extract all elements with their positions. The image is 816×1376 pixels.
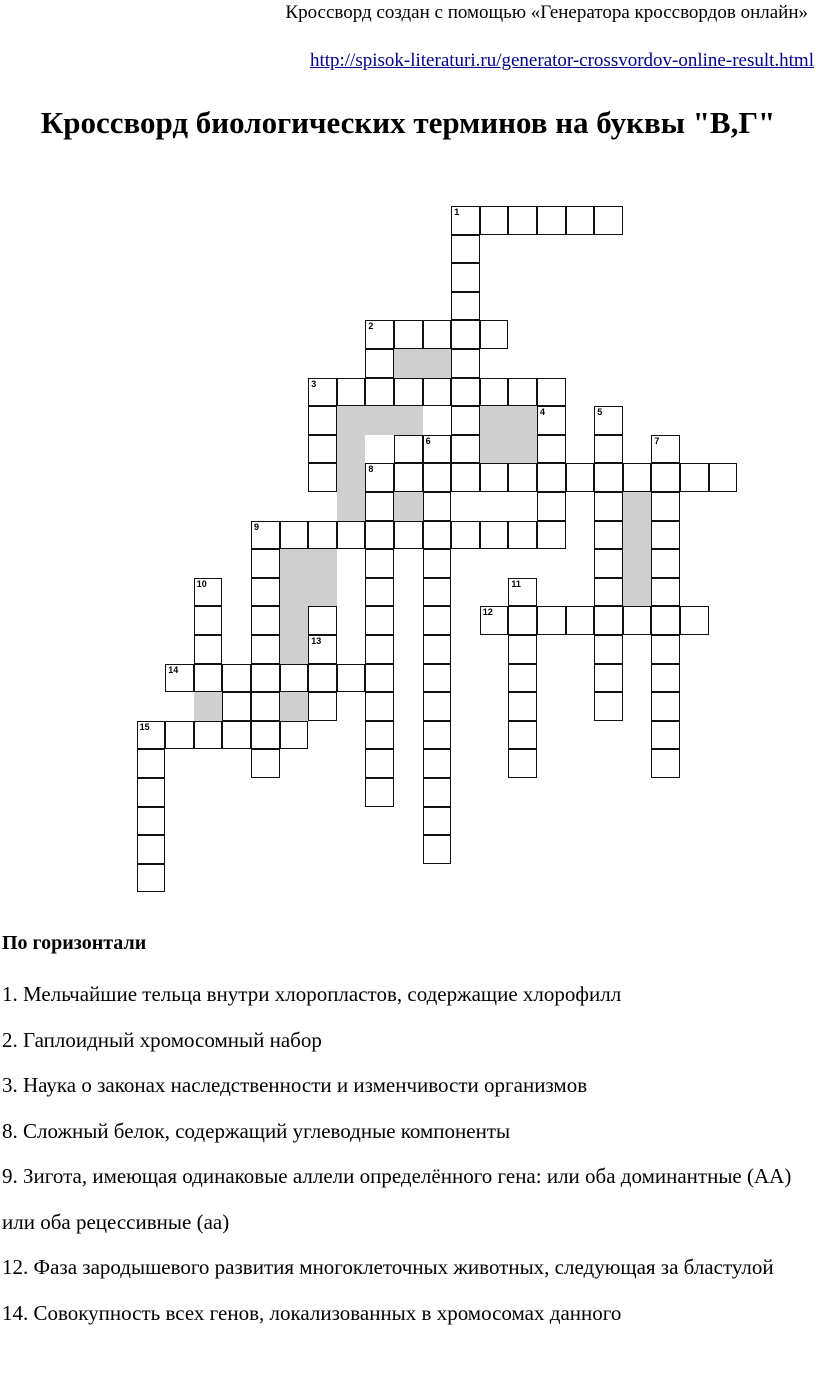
crossword-cell[interactable] [365, 378, 394, 407]
shaded-block [308, 578, 337, 607]
crossword-cell[interactable] [651, 692, 680, 721]
clue-number: 1 [454, 207, 460, 217]
clue-item: 2. Гаплоидный хромосомный набор [2, 1027, 322, 1052]
crossword-cell[interactable] [508, 664, 537, 693]
crossword-cell[interactable] [651, 578, 680, 607]
crossword-cell[interactable] [594, 406, 623, 435]
crossword-cell[interactable] [251, 578, 280, 607]
clue-number: 4 [540, 407, 546, 418]
crossword-cell[interactable] [251, 749, 280, 778]
crossword-cell[interactable] [451, 292, 480, 321]
crossword-cell[interactable] [365, 721, 394, 750]
crossword-cell[interactable] [365, 606, 394, 635]
clue-item: 8. Сложный белок, содержащий углеводные компоненты [2, 1118, 511, 1143]
crossword-cell[interactable] [365, 749, 394, 778]
crossword-cell[interactable] [308, 521, 337, 550]
crossword-cell[interactable] [137, 864, 166, 893]
crossword-cell[interactable] [165, 664, 194, 693]
crossword-cell[interactable] [594, 492, 623, 521]
crossword-cell[interactable] [423, 635, 452, 664]
crossword-cell[interactable] [137, 835, 166, 864]
crossword-cell[interactable] [651, 463, 680, 492]
crossword-cell[interactable] [451, 406, 480, 435]
crossword-cell[interactable] [308, 692, 337, 721]
crossword-cell[interactable] [480, 463, 509, 492]
clue-item: 3. Наука о законах наследственности и изменчивости организмов [2, 1073, 588, 1097]
crossword-cell[interactable] [365, 635, 394, 664]
shaded-block [623, 549, 652, 578]
shaded-block [308, 549, 337, 578]
crossword-cell[interactable] [594, 549, 623, 578]
shaded-block [280, 692, 309, 721]
shaded-block [280, 606, 309, 635]
shaded-block [280, 578, 309, 607]
crossword-cell[interactable] [251, 721, 280, 750]
crossword-cell[interactable] [194, 606, 223, 635]
crossword-cell[interactable] [251, 521, 280, 550]
crossword-cell[interactable] [651, 664, 680, 693]
crossword-cell[interactable] [680, 463, 709, 492]
shaded-block [623, 578, 652, 607]
clues-list [2, 972, 812, 1336]
crossword-cell[interactable] [394, 320, 423, 349]
clue-number: 14 [168, 664, 179, 675]
shaded-block [337, 435, 366, 464]
crossword-cell[interactable] [451, 206, 480, 235]
shaded-block [280, 635, 309, 664]
crossword-cell[interactable] [365, 549, 394, 578]
generator-credit: Кроссворд создан с помощью «Генератора кроссвордов онлайн» [285, 2, 808, 23]
crossword-cell[interactable] [308, 463, 337, 492]
crossword-cell[interactable] [594, 435, 623, 464]
crossword-cell[interactable] [423, 463, 452, 492]
crossword-cell[interactable] [709, 463, 738, 492]
clue-number: 10 [196, 578, 207, 589]
clue-item: 14. Совокупность всех генов, локализованных в хромосомах данного [2, 1300, 622, 1325]
crossword-cell[interactable] [423, 549, 452, 578]
crossword-cell[interactable] [623, 606, 652, 635]
crossword-cell[interactable] [194, 578, 223, 607]
crossword-cell[interactable] [423, 778, 452, 807]
crossword-cell[interactable] [423, 578, 452, 607]
crossword-cell[interactable] [423, 721, 452, 750]
crossword-cell[interactable] [337, 521, 366, 550]
crossword-cell[interactable] [137, 807, 166, 836]
crossword-cell[interactable] [566, 463, 595, 492]
crossword-cell[interactable] [594, 206, 623, 235]
shaded-block [394, 349, 423, 378]
crossword-cell[interactable] [594, 664, 623, 693]
crossword-cell[interactable] [365, 320, 394, 349]
shaded-block [508, 406, 537, 435]
crossword-cell[interactable] [137, 778, 166, 807]
crossword-cell[interactable] [508, 721, 537, 750]
crossword-cell[interactable] [451, 235, 480, 264]
crossword-cell[interactable] [594, 578, 623, 607]
crossword-cell[interactable] [251, 549, 280, 578]
crossword-cell[interactable] [423, 378, 452, 407]
crossword-cell[interactable] [365, 692, 394, 721]
crossword-cell[interactable] [423, 749, 452, 778]
crossword-cell[interactable] [566, 606, 595, 635]
crossword-cell[interactable] [651, 749, 680, 778]
crossword-cell[interactable] [365, 521, 394, 550]
crossword-cell[interactable] [508, 463, 537, 492]
crossword-cell[interactable] [451, 263, 480, 292]
crossword-cell[interactable] [651, 721, 680, 750]
crossword-cell[interactable] [394, 521, 423, 550]
crossword-cell[interactable] [222, 721, 251, 750]
crossword-cell[interactable] [480, 606, 509, 635]
crossword-cell[interactable] [508, 206, 537, 235]
crossword-cell[interactable] [537, 492, 566, 521]
crossword-cell[interactable] [480, 378, 509, 407]
crossword-cell[interactable] [508, 606, 537, 635]
crossword-cell[interactable] [165, 721, 194, 750]
crossword-cell[interactable] [365, 778, 394, 807]
clue-item: 9. Зигота, имеющая одинаковые аллели определённого гена: или оба доминантные (АА) или оба рецессивные (аа) [2, 1164, 792, 1234]
shaded-block [508, 435, 537, 464]
crossword-cell[interactable] [251, 606, 280, 635]
crossword-cell[interactable] [308, 635, 337, 664]
crossword-cell[interactable] [423, 492, 452, 521]
crossword-cell[interactable] [394, 435, 423, 464]
crossword-cell[interactable] [508, 692, 537, 721]
generator-link[interactable]: http://spisok-literaturi.ru/generator-crossvordov-online-result.html [309, 50, 814, 71]
crossword-cell[interactable] [423, 435, 452, 464]
shaded-block [337, 463, 366, 492]
shaded-block [394, 492, 423, 521]
crossword-cell[interactable] [451, 349, 480, 378]
crossword-cell[interactable] [651, 492, 680, 521]
crossword-cell[interactable] [537, 521, 566, 550]
crossword-cell[interactable] [423, 320, 452, 349]
crossword-cell[interactable] [594, 606, 623, 635]
crossword-cell[interactable] [137, 749, 166, 778]
crossword-cell[interactable] [423, 692, 452, 721]
crossword-cell[interactable] [337, 378, 366, 407]
crossword-cell[interactable] [394, 463, 423, 492]
crossword-title: Кроссворд биологических терминов на буквы "В,Г" [40, 105, 776, 140]
crossword-cell[interactable] [365, 492, 394, 521]
crossword-cell[interactable] [566, 206, 595, 235]
crossword-cell[interactable] [308, 664, 337, 693]
shaded-block [337, 492, 366, 521]
crossword-cell[interactable] [451, 435, 480, 464]
crossword-cell[interactable] [651, 606, 680, 635]
crossword-cell[interactable] [537, 463, 566, 492]
shaded-block [623, 492, 652, 521]
crossword-cell[interactable] [451, 521, 480, 550]
clues-heading: По горизонтали [2, 932, 147, 954]
shaded-block [623, 521, 652, 550]
crossword-cell[interactable] [394, 378, 423, 407]
clue-number: 13 [311, 636, 322, 646]
crossword-cell[interactable] [251, 635, 280, 664]
crossword-cell[interactable] [251, 692, 280, 721]
crossword-cell[interactable] [508, 749, 537, 778]
crossword-cell[interactable] [308, 606, 337, 635]
crossword-cell[interactable] [537, 435, 566, 464]
crossword-cell[interactable] [365, 578, 394, 607]
crossword-cell[interactable] [680, 606, 709, 635]
clue-number: 11 [511, 578, 521, 589]
clue-item: 1. Мельчайшие тельца внутри хлоропластов, содержащие хлорофилл [2, 982, 622, 1006]
shaded-block [423, 349, 452, 378]
crossword-cell[interactable] [651, 635, 680, 664]
crossword-cell[interactable] [423, 807, 452, 836]
crossword-cell[interactable] [594, 635, 623, 664]
crossword-cell[interactable] [594, 692, 623, 721]
crossword-cell[interactable] [194, 721, 223, 750]
crossword-cell[interactable] [508, 378, 537, 407]
shaded-block [194, 692, 223, 721]
clue-number: 3 [311, 378, 317, 389]
crossword-cell[interactable] [337, 664, 366, 693]
shaded-block [337, 406, 366, 435]
crossword-cell[interactable] [308, 435, 337, 464]
shaded-block [480, 406, 509, 435]
crossword-cell[interactable] [423, 606, 452, 635]
crossword-cell[interactable] [280, 521, 309, 550]
crossword-cell[interactable] [537, 606, 566, 635]
crossword-cell[interactable] [651, 549, 680, 578]
crossword-cell[interactable] [280, 721, 309, 750]
crossword-cell[interactable] [451, 320, 480, 349]
crossword-cell[interactable] [308, 406, 337, 435]
crossword-cell[interactable] [537, 206, 566, 235]
crossword-cell[interactable] [451, 378, 480, 407]
clue-number: 9 [254, 521, 260, 532]
crossword-cell[interactable] [194, 664, 223, 693]
clue-number: 7 [654, 435, 660, 446]
shaded-block [480, 435, 509, 464]
crossword-cell[interactable] [594, 521, 623, 550]
crossword-cell[interactable] [480, 320, 509, 349]
crossword-cell[interactable] [623, 463, 652, 492]
clue-number: 15 [139, 721, 150, 732]
crossword-cell[interactable] [651, 435, 680, 464]
crossword-cell[interactable] [423, 664, 452, 693]
crossword-cell[interactable] [365, 664, 394, 693]
crossword-cell[interactable] [537, 378, 566, 407]
clue-number: 2 [368, 321, 374, 332]
shaded-block [394, 406, 423, 435]
crossword-cell[interactable] [194, 635, 223, 664]
crossword-cell[interactable] [365, 349, 394, 378]
shaded-block [365, 406, 394, 435]
crossword-cell[interactable] [365, 463, 394, 492]
crossword-cell[interactable] [651, 521, 680, 550]
clue-number: 5 [597, 407, 603, 418]
clue-number: 8 [368, 464, 374, 475]
crossword-cell[interactable] [451, 463, 480, 492]
crossword-cell[interactable] [594, 463, 623, 492]
clue-number: 6 [425, 435, 431, 446]
crossword-cell[interactable] [423, 835, 452, 864]
crossword-cell[interactable] [508, 521, 537, 550]
crossword-cell[interactable] [508, 578, 537, 607]
crossword-cell[interactable] [222, 692, 251, 721]
crossword-cell[interactable] [251, 664, 280, 693]
clue-number: 12 [482, 607, 493, 618]
crossword-cell[interactable] [280, 664, 309, 693]
crossword-cell[interactable] [308, 378, 337, 407]
shaded-block [280, 549, 309, 578]
crossword-cell[interactable] [480, 206, 509, 235]
crossword-cell[interactable] [480, 521, 509, 550]
crossword-cell[interactable] [423, 521, 452, 550]
crossword-cell[interactable] [537, 406, 566, 435]
crossword-cell[interactable] [508, 635, 537, 664]
clue-item: 12. Фаза зародышевого развития многоклеточных животных, следующая за бластулой [2, 1255, 774, 1279]
crossword-cell[interactable] [137, 721, 166, 750]
crossword-cell[interactable] [222, 664, 251, 693]
